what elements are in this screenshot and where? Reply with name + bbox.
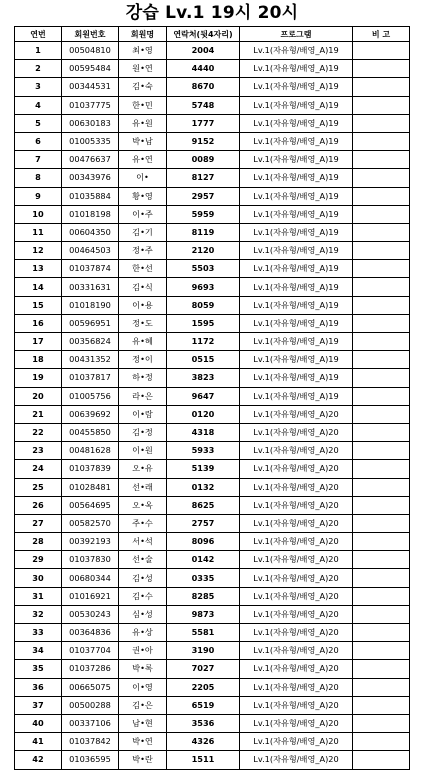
cell-note: [353, 205, 410, 223]
cell-note: [353, 569, 410, 587]
cell-member-id: 01037839: [62, 460, 119, 478]
cell-no: 40: [15, 714, 62, 732]
cell-phone: 8127: [167, 169, 240, 187]
cell-member-name: 유•혜: [119, 333, 167, 351]
cell-note: [353, 423, 410, 441]
cell-note: [353, 496, 410, 514]
cell-no: 35: [15, 660, 62, 678]
cell-phone: 9647: [167, 387, 240, 405]
cell-member-name: 심•성: [119, 605, 167, 623]
cell-note: [353, 314, 410, 332]
cell-member-name: 주•수: [119, 514, 167, 532]
cell-member-id: 00431352: [62, 351, 119, 369]
cell-member-id: 01005335: [62, 132, 119, 150]
cell-note: [353, 369, 410, 387]
cell-no: 1: [15, 42, 62, 60]
cell-note: [353, 405, 410, 423]
cell-no: 4: [15, 96, 62, 114]
cell-no: 18: [15, 351, 62, 369]
cell-program: Lv.1(자유형/배영_A)19: [240, 60, 353, 78]
cell-program: Lv.1(자유형/배영_A)19: [240, 151, 353, 169]
cell-member-id: 01037830: [62, 551, 119, 569]
cell-program: Lv.1(자유형/배영_A)20: [240, 569, 353, 587]
cell-note: [353, 278, 410, 296]
cell-note: [353, 533, 410, 551]
cell-no: 32: [15, 605, 62, 623]
cell-phone: 0120: [167, 405, 240, 423]
cell-program: Lv.1(자유형/배영_A)19: [240, 351, 353, 369]
cell-member-name: 황•영: [119, 187, 167, 205]
cell-no: 20: [15, 387, 62, 405]
cell-program: Lv.1(자유형/배영_A)19: [240, 132, 353, 150]
roster-table: [14, 26, 410, 770]
cell-member-name: 라•은: [119, 387, 167, 405]
cell-no: 11: [15, 223, 62, 241]
cell-no: 27: [15, 514, 62, 532]
cell-program: Lv.1(자유형/배영_A)20: [240, 642, 353, 660]
table-row: [15, 642, 410, 660]
table-row: [15, 296, 410, 314]
cell-member-name: 이•원: [119, 442, 167, 460]
table-row: [15, 351, 410, 369]
table-row: [15, 369, 410, 387]
cell-note: [353, 114, 410, 132]
cell-phone: 5139: [167, 460, 240, 478]
cell-phone: 2004: [167, 42, 240, 60]
cell-member-id: 00504810: [62, 42, 119, 60]
cell-phone: 0515: [167, 351, 240, 369]
cell-member-name: 남•현: [119, 714, 167, 732]
cell-program: Lv.1(자유형/배영_A)19: [240, 369, 353, 387]
cell-program: Lv.1(자유형/배영_A)19: [240, 242, 353, 260]
cell-no: 36: [15, 678, 62, 696]
cell-program: Lv.1(자유형/배영_A)19: [240, 260, 353, 278]
cell-phone: 5581: [167, 624, 240, 642]
table-row: [15, 387, 410, 405]
cell-note: [353, 169, 410, 187]
cell-phone: 5503: [167, 260, 240, 278]
cell-program: Lv.1(자유형/배영_A)19: [240, 278, 353, 296]
cell-program: Lv.1(자유형/배영_A)20: [240, 442, 353, 460]
cell-phone: 5933: [167, 442, 240, 460]
cell-program: Lv.1(자유형/배영_A)20: [240, 496, 353, 514]
cell-no: 25: [15, 478, 62, 496]
cell-member-id: 01037704: [62, 642, 119, 660]
cell-program: Lv.1(자유형/배영_A)20: [240, 478, 353, 496]
table-row: [15, 496, 410, 514]
cell-member-name: 김•수: [119, 587, 167, 605]
table-row: [15, 60, 410, 78]
cell-member-name: 박•연: [119, 733, 167, 751]
cell-member-id: 00596951: [62, 314, 119, 332]
cell-phone: 8096: [167, 533, 240, 551]
cell-note: [353, 132, 410, 150]
cell-member-name: 이•주: [119, 205, 167, 223]
cell-member-id: 01018190: [62, 296, 119, 314]
cell-member-id: 00481628: [62, 442, 119, 460]
cell-member-id: 00356824: [62, 333, 119, 351]
table-row: [15, 714, 410, 732]
cell-member-id: 00604350: [62, 223, 119, 241]
cell-member-name: 유•연: [119, 151, 167, 169]
cell-member-id: 00464503: [62, 242, 119, 260]
col-header-phone: 연락처(뒷4자리): [167, 27, 240, 42]
cell-member-id: 00665075: [62, 678, 119, 696]
cell-note: [353, 242, 410, 260]
table-row: [15, 696, 410, 714]
cell-member-id: 00582570: [62, 514, 119, 532]
cell-program: Lv.1(자유형/배영_A)20: [240, 551, 353, 569]
cell-member-name: 정•주: [119, 242, 167, 260]
cell-note: [353, 333, 410, 351]
cell-member-id: 01037286: [62, 660, 119, 678]
cell-no: 22: [15, 423, 62, 441]
cell-no: 42: [15, 751, 62, 769]
cell-note: [353, 478, 410, 496]
cell-member-name: 김•성: [119, 569, 167, 587]
cell-program: Lv.1(자유형/배영_A)20: [240, 587, 353, 605]
cell-no: 37: [15, 696, 62, 714]
cell-no: 30: [15, 569, 62, 587]
col-header-no: 연번: [15, 27, 62, 42]
cell-phone: 8625: [167, 496, 240, 514]
cell-program: Lv.1(자유형/배영_A)20: [240, 751, 353, 769]
cell-note: [353, 696, 410, 714]
cell-no: 3: [15, 78, 62, 96]
table-row: [15, 205, 410, 223]
cell-phone: 8285: [167, 587, 240, 605]
cell-phone: 2205: [167, 678, 240, 696]
col-header-member-id: 회원번호: [62, 27, 119, 42]
cell-program: Lv.1(자유형/배영_A)19: [240, 169, 353, 187]
cell-no: 9: [15, 187, 62, 205]
cell-no: 13: [15, 260, 62, 278]
cell-member-id: 00500288: [62, 696, 119, 714]
cell-member-id: 00476637: [62, 151, 119, 169]
cell-member-id: 01035884: [62, 187, 119, 205]
cell-phone: 9873: [167, 605, 240, 623]
cell-program: Lv.1(자유형/배영_A)19: [240, 114, 353, 132]
table-row: [15, 442, 410, 460]
table-row: [15, 733, 410, 751]
cell-program: Lv.1(자유형/배영_A)20: [240, 405, 353, 423]
cell-phone: 3536: [167, 714, 240, 732]
cell-member-name: 원•연: [119, 60, 167, 78]
cell-phone: 3823: [167, 369, 240, 387]
cell-program: Lv.1(자유형/배영_A)20: [240, 460, 353, 478]
table-row: [15, 187, 410, 205]
table-row: [15, 678, 410, 696]
page-title: 강습 Lv.1 19시 20시: [125, 3, 299, 23]
cell-no: 8: [15, 169, 62, 187]
cell-program: Lv.1(자유형/배영_A)20: [240, 423, 353, 441]
cell-member-name: 정•도: [119, 314, 167, 332]
table-row: [15, 260, 410, 278]
cell-member-id: 00392193: [62, 533, 119, 551]
table-row: [15, 42, 410, 60]
table-row: [15, 533, 410, 551]
cell-program: Lv.1(자유형/배영_A)20: [240, 696, 353, 714]
cell-phone: 4440: [167, 60, 240, 78]
cell-phone: 2120: [167, 242, 240, 260]
cell-no: 21: [15, 405, 62, 423]
cell-program: Lv.1(자유형/배영_A)20: [240, 514, 353, 532]
cell-member-id: 01037817: [62, 369, 119, 387]
cell-note: [353, 96, 410, 114]
table-row: [15, 132, 410, 150]
cell-no: 5: [15, 114, 62, 132]
cell-member-name: 이•람: [119, 405, 167, 423]
cell-phone: 0335: [167, 569, 240, 587]
cell-note: [353, 187, 410, 205]
cell-note: [353, 442, 410, 460]
header-row: [15, 27, 410, 42]
cell-note: [353, 660, 410, 678]
cell-phone: 0132: [167, 478, 240, 496]
table-row: [15, 242, 410, 260]
cell-no: 29: [15, 551, 62, 569]
cell-phone: 5748: [167, 96, 240, 114]
cell-note: [353, 587, 410, 605]
cell-no: 24: [15, 460, 62, 478]
cell-member-name: 오•옥: [119, 496, 167, 514]
cell-member-name: 이•용: [119, 296, 167, 314]
cell-phone: 7027: [167, 660, 240, 678]
table-row: [15, 114, 410, 132]
cell-phone: 5959: [167, 205, 240, 223]
cell-note: [353, 351, 410, 369]
cell-program: Lv.1(자유형/배영_A)19: [240, 42, 353, 60]
cell-no: 28: [15, 533, 62, 551]
roster-body: [15, 42, 410, 770]
cell-no: 12: [15, 242, 62, 260]
table-row: [15, 460, 410, 478]
cell-note: [353, 642, 410, 660]
cell-member-id: 01037775: [62, 96, 119, 114]
cell-member-name: 유•원: [119, 114, 167, 132]
cell-member-name: 김•은: [119, 696, 167, 714]
table-row: [15, 151, 410, 169]
cell-no: 33: [15, 624, 62, 642]
cell-note: [353, 78, 410, 96]
cell-phone: 1172: [167, 333, 240, 351]
cell-no: 23: [15, 442, 62, 460]
cell-program: Lv.1(자유형/배영_A)20: [240, 624, 353, 642]
cell-phone: 3190: [167, 642, 240, 660]
cell-member-name: 한•선: [119, 260, 167, 278]
cell-phone: 4318: [167, 423, 240, 441]
cell-phone: 2757: [167, 514, 240, 532]
cell-program: Lv.1(자유형/배영_A)19: [240, 314, 353, 332]
cell-member-name: 김•식: [119, 278, 167, 296]
table-row: [15, 278, 410, 296]
cell-member-id: 00344531: [62, 78, 119, 96]
cell-program: Lv.1(자유형/배영_A)20: [240, 714, 353, 732]
table-row: [15, 423, 410, 441]
cell-member-id: 01037874: [62, 260, 119, 278]
cell-member-id: 00337106: [62, 714, 119, 732]
cell-program: Lv.1(자유형/배영_A)19: [240, 333, 353, 351]
cell-member-name: 김•숙: [119, 78, 167, 96]
cell-phone: 8119: [167, 223, 240, 241]
cell-member-id: 01005756: [62, 387, 119, 405]
cell-member-id: 00343976: [62, 169, 119, 187]
cell-member-name: 김•기: [119, 223, 167, 241]
table-row: [15, 751, 410, 769]
cell-member-id: 00564695: [62, 496, 119, 514]
cell-note: [353, 733, 410, 751]
cell-program: Lv.1(자유형/배영_A)20: [240, 733, 353, 751]
cell-note: [353, 42, 410, 60]
cell-no: 6: [15, 132, 62, 150]
cell-note: [353, 751, 410, 769]
cell-no: 10: [15, 205, 62, 223]
cell-member-name: 박•남: [119, 132, 167, 150]
cell-phone: 1511: [167, 751, 240, 769]
cell-note: [353, 678, 410, 696]
cell-member-name: 이•: [119, 169, 167, 187]
cell-note: [353, 460, 410, 478]
cell-no: 26: [15, 496, 62, 514]
cell-member-name: 오•유: [119, 460, 167, 478]
cell-note: [353, 605, 410, 623]
cell-member-id: 01036595: [62, 751, 119, 769]
cell-program: Lv.1(자유형/배영_A)19: [240, 296, 353, 314]
table-row: [15, 624, 410, 642]
cell-phone: 9152: [167, 132, 240, 150]
col-header-note: 비 고: [353, 27, 410, 42]
cell-member-name: 하•정: [119, 369, 167, 387]
cell-phone: 8059: [167, 296, 240, 314]
table-row: [15, 405, 410, 423]
cell-phone: 4326: [167, 733, 240, 751]
cell-program: Lv.1(자유형/배영_A)19: [240, 78, 353, 96]
cell-program: Lv.1(자유형/배영_A)19: [240, 205, 353, 223]
table-row: [15, 96, 410, 114]
cell-program: Lv.1(자유형/배영_A)20: [240, 605, 353, 623]
cell-no: 7: [15, 151, 62, 169]
cell-no: 2: [15, 60, 62, 78]
table-row: [15, 78, 410, 96]
cell-note: [353, 514, 410, 532]
table-row: [15, 587, 410, 605]
cell-member-name: 박•록: [119, 660, 167, 678]
cell-member-name: 권•아: [119, 642, 167, 660]
table-row: [15, 605, 410, 623]
table-row: [15, 514, 410, 532]
cell-note: [353, 624, 410, 642]
cell-note: [353, 714, 410, 732]
cell-no: 17: [15, 333, 62, 351]
cell-phone: 6519: [167, 696, 240, 714]
cell-phone: 9693: [167, 278, 240, 296]
cell-member-id: 00331631: [62, 278, 119, 296]
table-row: [15, 333, 410, 351]
cell-no: 41: [15, 733, 62, 751]
cell-program: Lv.1(자유형/배영_A)20: [240, 660, 353, 678]
table-row: [15, 569, 410, 587]
cell-note: [353, 551, 410, 569]
table-row: [15, 551, 410, 569]
cell-phone: 0142: [167, 551, 240, 569]
cell-member-id: 00530243: [62, 605, 119, 623]
cell-no: 15: [15, 296, 62, 314]
cell-member-id: 00595484: [62, 60, 119, 78]
cell-member-id: 00364836: [62, 624, 119, 642]
cell-member-id: 01028481: [62, 478, 119, 496]
cell-program: Lv.1(자유형/배영_A)19: [240, 96, 353, 114]
cell-member-name: 최•영: [119, 42, 167, 60]
cell-member-name: 정•이: [119, 351, 167, 369]
table-row: [15, 223, 410, 241]
table-row: [15, 478, 410, 496]
cell-phone: 8670: [167, 78, 240, 96]
cell-no: 31: [15, 587, 62, 605]
cell-note: [353, 151, 410, 169]
cell-note: [353, 60, 410, 78]
cell-member-name: 한•민: [119, 96, 167, 114]
cell-program: Lv.1(자유형/배영_A)20: [240, 678, 353, 696]
cell-phone: 0089: [167, 151, 240, 169]
cell-phone: 1777: [167, 114, 240, 132]
cell-member-name: 김•정: [119, 423, 167, 441]
cell-member-name: 이•영: [119, 678, 167, 696]
cell-member-name: 선•술: [119, 551, 167, 569]
cell-note: [353, 260, 410, 278]
table-row: [15, 660, 410, 678]
cell-member-name: 유•상: [119, 624, 167, 642]
cell-program: Lv.1(자유형/배영_A)19: [240, 187, 353, 205]
cell-no: 16: [15, 314, 62, 332]
cell-program: Lv.1(자유형/배영_A)19: [240, 387, 353, 405]
cell-note: [353, 223, 410, 241]
cell-note: [353, 387, 410, 405]
cell-no: 34: [15, 642, 62, 660]
cell-phone: 2957: [167, 187, 240, 205]
cell-member-name: 박•란: [119, 751, 167, 769]
cell-member-id: 01037842: [62, 733, 119, 751]
col-header-program: 프로그램: [240, 27, 353, 42]
cell-no: 19: [15, 369, 62, 387]
table-row: [15, 314, 410, 332]
cell-member-id: 00680344: [62, 569, 119, 587]
cell-program: Lv.1(자유형/배영_A)19: [240, 223, 353, 241]
col-header-name: 회원명: [119, 27, 167, 42]
cell-program: Lv.1(자유형/배영_A)20: [240, 533, 353, 551]
cell-member-name: 선•래: [119, 478, 167, 496]
cell-no: 14: [15, 278, 62, 296]
cell-note: [353, 296, 410, 314]
cell-member-id: 00455850: [62, 423, 119, 441]
cell-member-id: 01018198: [62, 205, 119, 223]
cell-member-id: 00639692: [62, 405, 119, 423]
table-row: [15, 169, 410, 187]
cell-member-name: 서•석: [119, 533, 167, 551]
cell-phone: 1595: [167, 314, 240, 332]
cell-member-id: 01016921: [62, 587, 119, 605]
cell-member-id: 00630183: [62, 114, 119, 132]
